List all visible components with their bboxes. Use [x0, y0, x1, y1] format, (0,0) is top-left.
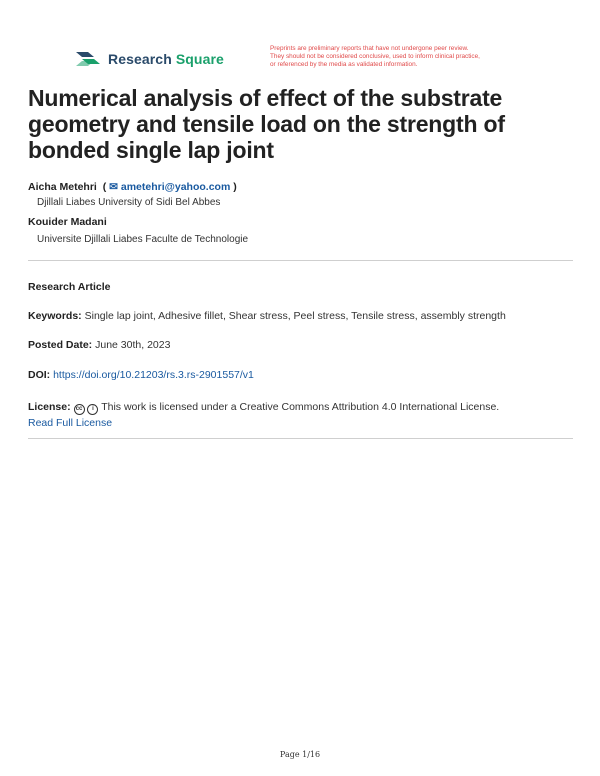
divider [28, 438, 573, 439]
research-square-logo-icon [74, 48, 102, 70]
doi-link[interactable]: https://doi.org/10.21203/rs.3.rs-2901557/v1 [53, 369, 254, 381]
page-number: Page 1/16 [279, 750, 321, 759]
divider [28, 260, 573, 261]
author-email-link[interactable]: ✉ ametehri@yahoo.com [109, 181, 231, 193]
posted-date [28, 339, 573, 351]
posted-date-label: Posted Date: [28, 339, 93, 351]
author-affiliation: Universite Djillali Liabes Faculte de Technologie [37, 234, 249, 245]
brand-name: Research Square [108, 51, 224, 67]
cc-icon: cc [74, 404, 85, 415]
posted-date-value: June 30th, 2023 [95, 339, 171, 351]
preprint-disclaimer [270, 45, 540, 70]
author-affiliation: Djillali Liabes University of Sidi Bel Abbes [37, 197, 221, 208]
keywords-value: Single lap joint, Adhesive fillet, Shear stress, Peel stress, Tensile stress, assembly strength [84, 310, 506, 322]
keywords-label: Keywords: [28, 310, 82, 322]
author-1: Aicha Metehri ( ✉ ametehri@yahoo.com ) [28, 181, 237, 193]
author-name: Aicha Metehri [28, 181, 97, 193]
license-label: License: [28, 401, 71, 413]
disclaimer-line: or referenced by the media as validated information. [270, 61, 418, 69]
read-full-license-link[interactable]: Read Full License [28, 417, 113, 429]
keywords [28, 310, 573, 322]
author-2 [28, 216, 107, 228]
research-square-logo [74, 48, 224, 70]
disclaimer-line: They should not be considered conclusive, used to inform clinical practice, [270, 53, 480, 61]
disclaimer-line: Preprints are preliminary reports that have not undergone peer review. [270, 45, 469, 52]
envelope-icon: ✉ [109, 181, 118, 193]
paper-title: Numerical analysis of effect of the substrate geometry and tensile load on the strength of bonded single lap joint [28, 85, 505, 163]
article-type: Research Article [28, 281, 111, 293]
doi-label: DOI: [28, 369, 51, 381]
license-text: This work is licensed under a Creative Commons Attribution 4.0 International License. [101, 401, 500, 413]
license [28, 399, 573, 431]
by-icon: i [87, 404, 98, 415]
doi [28, 369, 573, 381]
author-name: Kouider Madani [28, 216, 107, 228]
